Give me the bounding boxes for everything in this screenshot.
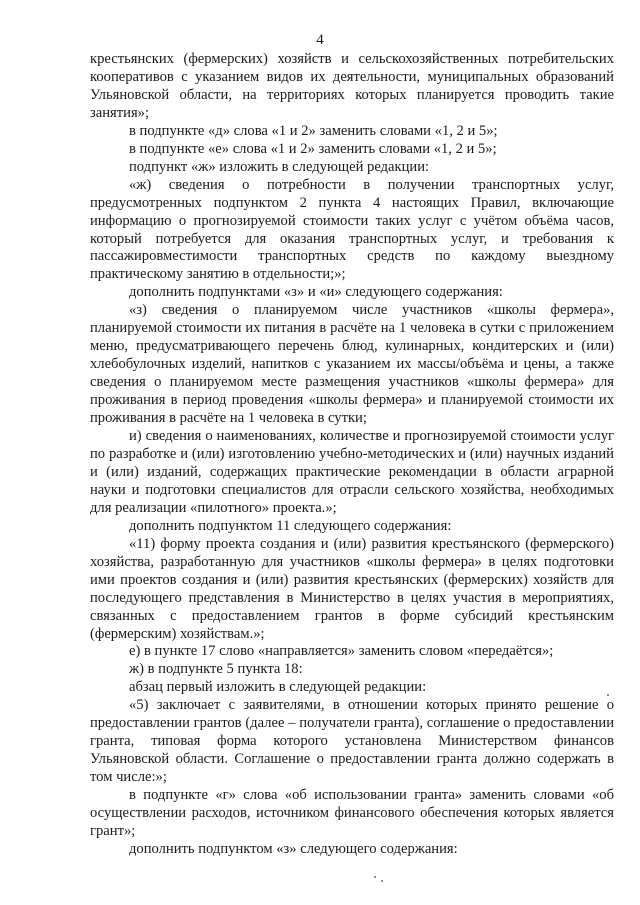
paragraph-point-zh: ж) в подпункте 5 пункта 18: — [129, 661, 303, 678]
paragraph-subpoint-zh-intro: подпункт «ж» изложить в следующей редакции: — [129, 158, 430, 175]
paragraph-add-z-i-intro: дополнить подпунктами «з» и «и» следующего содержания: — [129, 284, 503, 301]
paragraph-subpoint-i-text: и) сведения о наименованиях, количестве и прогнозируемой стоимости услуг по разработке и (или) изготовлению учебно-методических и (или) научных изданий и (или) изданий, содержащих практические рекомендации в области аграрной науки и подготовки специалистов для отрасли сельского хозяйства, необходимых для реализации «пилотного» проекта.»; — [90, 428, 614, 516]
paragraph-first-abzac: абзац первый изложить в следующей редакции: — [129, 679, 427, 696]
paragraph-subpoint-zh-text: «ж) сведения о потребности в получении транспортных услуг, предусмотренных подпунктом 2 пункта 4 настоящих Правил, включающие информацию о прогнозируемой стоимости таких услуг с учётом объёма часов, который потребуется для оказания транспортных услуг, и требования к пассажировместимости транспортных средств по каждому выездному практическому занятию в отдельности;»; — [90, 176, 614, 283]
scan-speck — [374, 876, 376, 878]
paragraph-continuation: крестьянских (фермерских) хозяйств и сельскохозяйственных потребительских кооперативов с указанием видов их деятельности, муниципальных образований Ульяновской области, на территориях которых планируется проводить такие занятия»; — [90, 51, 614, 121]
paragraph-point-e: е) в пункте 17 слово «направляется» заменить словом «передаётся»; — [129, 643, 554, 660]
paragraph-subpoint-5-text: «5) заключает с заявителями, в отношении которых принято решение о предоставлении грантов (далее – получатели гранта), соглашение о предоставлении гранта, типовая форма которого установлена Министерством финансов Ульяновской области. Соглашение о предоставлении гранта должно содержать в том числе:»; — [90, 697, 614, 786]
paragraph-add-11-intro: дополнить подпунктом 11 следующего содержания: — [129, 517, 452, 534]
scan-speck — [607, 694, 609, 696]
page-number: 4 — [316, 32, 324, 48]
paragraph-subpoint-d: в подпункте «д» слова «1 и 2» заменить словами «1, 2 и 5»; — [129, 122, 498, 139]
paragraph-subpoint-g: в подпункте «г» слова «об использовании гранта» заменить словами «об осуществлении расходов, источником финансового обеспечения которых является грант»; — [90, 787, 614, 839]
paragraph-add-z-final: дополнить подпунктом «з» следующего содержания: — [129, 840, 458, 857]
paragraph-subpoint-e: в подпункте «е» слова «1 и 2» заменить словами «1, 2 и 5»; — [129, 140, 497, 157]
scan-speck — [381, 880, 383, 882]
paragraph-subpoint-z-text: «з) сведения о планируемом числе участников «школы фермера», планируемой стоимости их питания в расчёте на 1 человека в сутки с приложением меню, предусматривающего перечень блюд, кулинарных, кондитерских и (или) хлебобулочных изделий, напитков с указанием их массы/объёма и цены, а также сведения о планируемом месте размещения участников «школы фермера» для проживания в период проведения «школы фермера» и планируемой стоимости их проживания в расчёте на 1 человека в сутки; — [90, 302, 614, 427]
paragraph-subpoint-11-text: «11) форму проекта создания и (или) развития крестьянского (фермерского) хозяйства, разработанную для участников «школы фермера» в целях подготовки ими проектов создания и (или) развития крестьянских (фермерских) хозяйств для последующего представления в Министерство в целях участия в мероприятиях, связанных с предоставлением грантов в форме субсидий крестьянским (фермерским) хозяйствам.»; — [90, 535, 614, 642]
document-body — [90, 51, 614, 859]
